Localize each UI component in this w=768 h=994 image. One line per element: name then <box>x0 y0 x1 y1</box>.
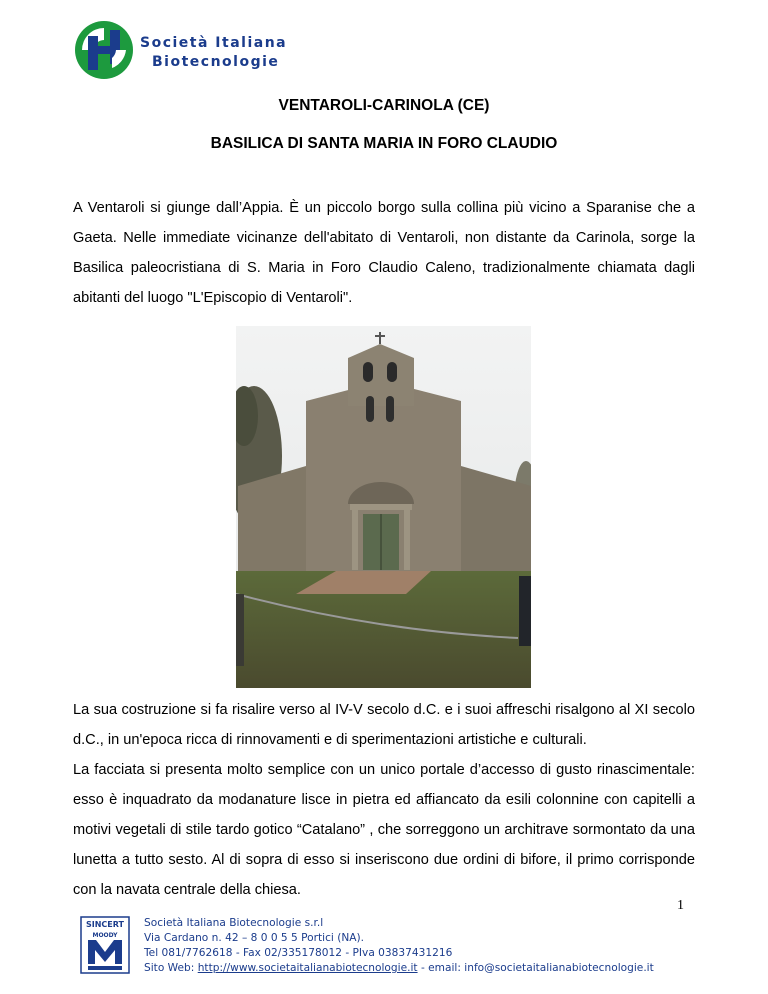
basilica-photo <box>236 326 531 688</box>
logo-line-1: Società Italiana <box>140 35 288 51</box>
document-subtitle: BASILICA DI SANTA MARIA IN FORO CLAUDIO <box>210 135 558 152</box>
document-title: VENTAROLI-CARINOLA (CE) <box>278 97 490 114</box>
footer-address: Via Cardano n. 42 – 8 0 0 5 5 Portici (NA). <box>144 932 365 944</box>
footer-web-label: Sito Web: <box>144 962 198 974</box>
logo-wordmark <box>140 34 287 72</box>
history-paragraph <box>73 695 695 905</box>
badge-mid-text: MOODY <box>92 932 118 939</box>
footer-company: Società Italiana Biotecnologie s.r.l <box>144 917 324 929</box>
history-paragraph-part-2: La facciata si presenta molto semplice con un unico portale d’accesso di gusto rinascimentale: esso è inquadrato da modanature lisce in pietra ed affiancato da esili colonnine con capitelli a motivi vegetali di stile tardo gotico “Catalano” , che sorreggono un architrave sormontato da una lunetta a tutto sesto. Al di sopra di esso si inseriscono due ordini di bifore, il primo corrisponde con la navata centrale della chiesa. <box>73 762 695 898</box>
logo-line-2: Biotecnologie <box>152 54 280 70</box>
website-link[interactable]: http://www.societaitalianabiotecnologie.it <box>197 962 418 974</box>
badge-top-text: SINCERT <box>85 920 125 929</box>
footer-web-line <box>144 961 654 976</box>
page-number: 1 <box>677 898 684 913</box>
email-address[interactable]: info@societaitalianabiotecnologie.it <box>464 962 654 974</box>
footer-email-label: - email: <box>417 962 465 974</box>
certification-badge-icon <box>80 916 130 974</box>
intro-paragraph: A Ventaroli si giunge dall’Appia. È un piccolo borgo sulla collina più vicino a Sparanise che a Gaeta. Nelle immediate vicinanze dell'abitato di Ventaroli, non distante da Carinola, sorge la Basilica paleocristiana di S. Maria in Foro Claudio Caleno, tradizionalmente chiamata dagli abitanti del luogo "L'Episcopio di Ventaroli". <box>73 200 695 306</box>
logo-emblem-icon <box>72 18 142 82</box>
history-paragraph-part-1: La sua costruzione si fa risalire verso al IV-V secolo d.C. e i suoi affreschi risalgono al XI secolo d.C., in un'epoca ricca di rinnovamenti e di sperimentazioni artistiche e culturali. <box>73 702 695 748</box>
certification-badge <box>80 916 130 974</box>
footer-phone: Tel 081/7762618 - Fax 02/335178012 - PIva 03837431216 <box>144 947 453 959</box>
footer-contact <box>144 916 654 976</box>
